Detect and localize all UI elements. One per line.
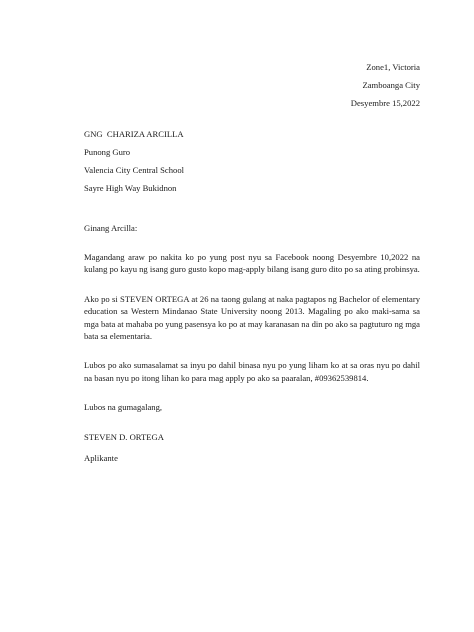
signature-name: STEVEN D. ORTEGA <box>84 431 164 442</box>
body-paragraph-3: Lubos po ako sumasalamat sa inyu po dahil binasa nyu po yung liham ko at sa oras nyu po dahil na basan nyu po itong lihan ko para mag apply po ako sa paaralan, #09362539814. <box>84 360 420 383</box>
recipient-block <box>84 128 420 194</box>
recipient-address: Sayre High Way Bukidnon <box>84 182 177 193</box>
recipient-position: Punong Guro <box>84 146 131 157</box>
body-paragraph-2: Ako po si STEVEN ORTEGA at 26 na taong gulang at naka pagtapos ng Bachelor of elementary education sa Western Mindanao State University noong 2013. Magaling po ako maki-sama sa mga bata at mahaba po yung pasensya ko po at may karanasan na din po ako sa pagtuturo ng mga bata sa elementaria. <box>84 293 420 342</box>
salutation: Ginang Arcilla: <box>84 222 138 233</box>
sender-address-line1: Zone1, Victoria <box>366 62 420 72</box>
recipient-name: GNG CHARIZA ARCILLA <box>84 129 184 139</box>
recipient-school: Valencia City Central School <box>84 164 184 175</box>
signature-title: Aplikante <box>84 453 118 464</box>
body-paragraph-1: Magandang araw po nakita ko po yung post nyu sa Facebook noong Desyembre 10,2022 na kulang po kayu ng isang guro gusto kopo mag-apply bilang isang guro dito po sa ating probinsya. <box>84 252 420 275</box>
letter-date: Desyembre 15,2022 <box>350 98 420 108</box>
sender-block <box>351 58 420 112</box>
sender-address-line2: Zamboanga City <box>362 80 420 90</box>
closing-line: Lubos na gumagalang, <box>84 402 163 413</box>
letter-body <box>84 128 420 465</box>
